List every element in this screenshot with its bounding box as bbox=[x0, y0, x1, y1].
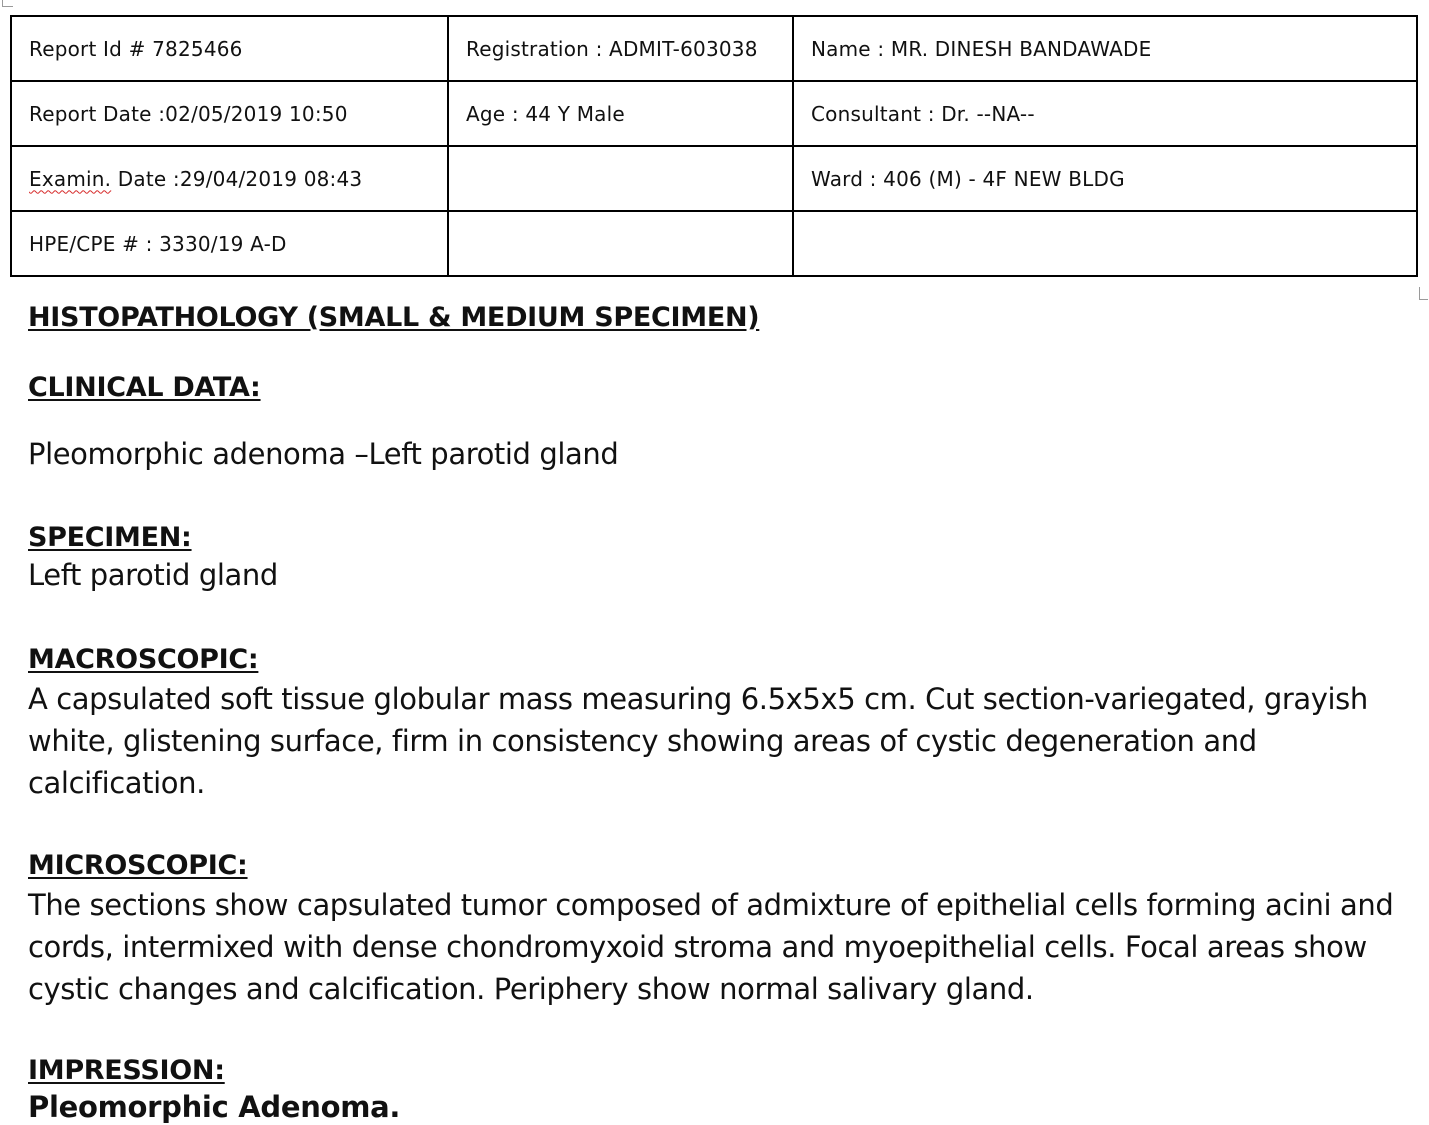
table-row bbox=[11, 81, 1417, 146]
ward-cell[interactable]: Ward : 406 (M) - 4F NEW BLDG bbox=[793, 146, 1417, 211]
macroscopic-heading: MACROSCOPIC: bbox=[28, 644, 259, 675]
registration-cell[interactable]: Registration : ADMIT-603038 bbox=[448, 16, 793, 81]
table-move-handle[interactable] bbox=[2, 0, 13, 7]
hpe-cpe-number-cell[interactable]: HPE/CPE # : 3330/19 A-D bbox=[11, 211, 448, 276]
microscopic-heading: MICROSCOPIC: bbox=[28, 850, 248, 881]
report-date-cell[interactable]: Report Date :02/05/2019 10:50 bbox=[11, 81, 448, 146]
table-resize-handle[interactable] bbox=[1419, 287, 1428, 300]
examination-date-value: Date :29/04/2019 08:43 bbox=[111, 166, 363, 191]
empty-cell[interactable] bbox=[448, 211, 793, 276]
report-title: HISTOPATHOLOGY (SMALL & MEDIUM SPECIMEN) bbox=[28, 302, 760, 333]
empty-cell[interactable] bbox=[793, 211, 1417, 276]
microscopic-text: The sections show capsulated tumor composed of admixture of epithelial cells forming acini and cords, intermixed with dense chondromyxoid stroma and myoepithelial cells. Focal areas show cystic changes and calcification. Periphery show normal salivary gland. bbox=[28, 888, 1394, 1006]
spellcheck-flagged-word: Examin. bbox=[29, 166, 112, 191]
patient-name-cell[interactable]: Name : MR. DINESH BANDAWADE bbox=[793, 16, 1417, 81]
impression-text: Pleomorphic Adenoma. bbox=[28, 1090, 401, 1124]
report-id-cell[interactable]: Report Id # 7825466 bbox=[11, 16, 448, 81]
macroscopic-text: A capsulated soft tissue globular mass measuring 6.5x5x5 cm. Cut section-variegated, grayish white, glistening surface, firm in consistency showing areas of cystic degeneration and calcification. bbox=[28, 682, 1368, 800]
table-row bbox=[11, 16, 1417, 81]
clinical-data-heading: CLINICAL DATA: bbox=[28, 372, 261, 403]
impression-heading: IMPRESSION: bbox=[28, 1055, 225, 1086]
table-row bbox=[11, 146, 1417, 211]
clinical-data-text: Pleomorphic adenoma –Left parotid gland bbox=[28, 437, 619, 471]
empty-cell[interactable] bbox=[448, 146, 793, 211]
age-sex-cell[interactable]: Age : 44 Y Male bbox=[448, 81, 793, 146]
consultant-cell[interactable]: Consultant : Dr. --NA-- bbox=[793, 81, 1417, 146]
specimen-text: Left parotid gland bbox=[28, 558, 278, 592]
patient-info-table bbox=[10, 15, 1418, 277]
table-row bbox=[11, 211, 1417, 276]
specimen-heading: SPECIMEN: bbox=[28, 522, 192, 553]
examination-date-cell[interactable] bbox=[11, 146, 448, 211]
